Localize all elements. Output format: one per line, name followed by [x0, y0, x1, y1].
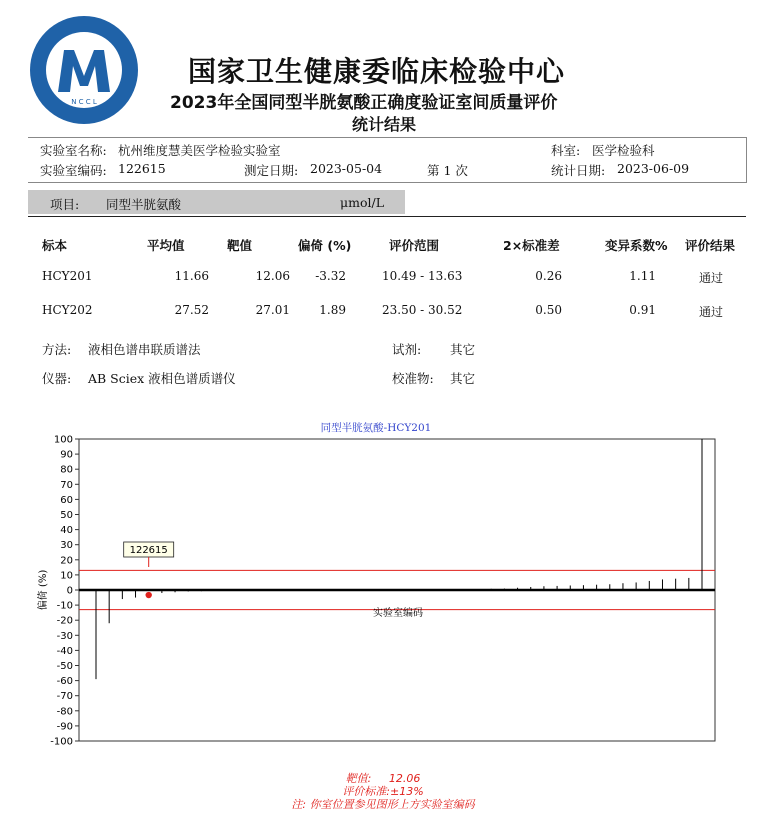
bars: [96, 439, 702, 679]
criteria-value: ±13%: [390, 785, 424, 798]
instrument-label: 仪器:: [42, 371, 72, 386]
result-title: 统计结果: [352, 115, 417, 134]
y-tick-label: -40: [56, 645, 73, 657]
lab-code-label: 实验室编码:: [40, 163, 107, 178]
lab-code: 122615: [118, 161, 166, 176]
y-tick-label: -20: [56, 615, 73, 627]
y-tick-label: -70: [56, 691, 73, 703]
y-tick-label: -80: [56, 706, 73, 718]
criteria-note: [0, 785, 766, 798]
y-tick-label: 30: [60, 540, 73, 552]
bias-chart: [40, 418, 730, 758]
table-cell: 23.50 - 30.52: [382, 303, 463, 317]
item-label: 项目:: [50, 197, 80, 212]
th-sample: 标本: [42, 238, 68, 253]
th-result: 评价结果: [685, 238, 736, 253]
th-mean: 平均值: [147, 238, 185, 253]
instrument: AB Sciex 液相色谱质谱仪: [88, 371, 236, 386]
th-2sd: 2×标准差: [503, 238, 560, 253]
stat-date: 2023-06-09: [617, 161, 690, 176]
table-cell: 0.91: [629, 303, 656, 317]
test-date-label: 测定日期:: [244, 163, 299, 178]
dept-label: 科室:: [551, 143, 581, 158]
table-cell: -3.32: [315, 269, 346, 283]
th-target: 靶值: [227, 238, 253, 253]
reagent-label: 试剂:: [392, 342, 422, 357]
y-tick-label: -10: [56, 600, 73, 612]
y-tick-label: 60: [60, 494, 73, 506]
y-tick-label: -50: [56, 661, 73, 672]
dept: 医学检验科: [592, 143, 655, 158]
table-cell: 0.26: [535, 269, 562, 283]
th-range: 评价范围: [389, 238, 440, 253]
chart-title: 同型半胱氨酸-HCY201: [320, 422, 432, 434]
target-note: [0, 772, 766, 785]
y-tick-label: 70: [60, 479, 73, 491]
method-label: 方法:: [42, 342, 72, 357]
calibrator-label: 校准物:: [392, 371, 434, 386]
table-cell: 0.50: [535, 303, 562, 317]
y-tick-label: -60: [56, 676, 73, 688]
page-title: 国家卫生健康委临床检验中心: [188, 55, 566, 88]
item-unit: μmol/L: [340, 195, 385, 210]
y-tick-label: 40: [60, 525, 73, 537]
divider: [28, 216, 746, 217]
y-tick-label: -30: [56, 630, 73, 642]
test-date: 2023-05-04: [310, 161, 383, 176]
table-cell: 12.06: [255, 269, 290, 283]
target-label: 靶值:: [345, 772, 372, 785]
x-axis-label: 实验室编码: [373, 608, 423, 619]
table-cell: 1.11: [629, 269, 656, 283]
lab-name: 杭州维度慧美医学检验实验室: [118, 143, 281, 158]
y-tick-label: -90: [56, 721, 73, 733]
lab-callout: [124, 542, 174, 567]
logo-letters: N C C L: [71, 98, 97, 106]
th-cv: 变异系数%: [605, 238, 668, 253]
method: 液相色谱串联质谱法: [88, 342, 201, 357]
y-axis-label: 偏倚 (%): [38, 569, 49, 611]
table-cell: HCY201: [42, 269, 93, 283]
stat-date-label: 统计日期:: [551, 163, 606, 178]
y-tick-label: -100: [50, 736, 73, 748]
reagent: 其它: [450, 342, 476, 357]
y-tick-label: 100: [53, 434, 73, 446]
table-cell: 10.49 - 13.63: [382, 269, 463, 283]
y-tick-label: 10: [60, 570, 73, 582]
lab-name-label: 实验室名称:: [40, 143, 107, 158]
page-subtitle: 2023年全国同型半胱氨酸正确度验证室间质量评价: [170, 93, 558, 113]
table-cell: 1.89: [319, 303, 346, 317]
y-axis: [50, 435, 715, 748]
table-cell: 27.01: [255, 303, 290, 317]
highlight-point: [145, 592, 151, 598]
table-cell: 通过: [699, 305, 724, 319]
y-tick-label: 50: [60, 510, 73, 521]
y-tick-label: 20: [60, 555, 73, 567]
position-note: 注: 你室位置参见图形上方实验室编码: [291, 798, 475, 811]
table-cell: HCY202: [42, 303, 93, 317]
chart-notes: [0, 772, 766, 811]
calibrator: 其它: [450, 371, 476, 386]
callout-label: 122615: [129, 545, 168, 556]
y-tick-label: 0: [66, 585, 73, 597]
target-value: 12.06: [388, 772, 421, 785]
table-cell: 11.66: [174, 269, 209, 283]
table-cell: 通过: [699, 271, 724, 285]
criteria-label: 评价标准:: [342, 785, 391, 798]
round-label: 第 1 次: [427, 163, 468, 178]
nccl-logo: [28, 14, 140, 126]
item-name: 同型半胱氨酸: [106, 197, 182, 212]
table-cell: 27.52: [174, 303, 209, 317]
y-tick-label: 80: [60, 464, 73, 476]
y-tick-label: 90: [60, 449, 73, 461]
th-bias: 偏倚 (%): [298, 238, 352, 253]
